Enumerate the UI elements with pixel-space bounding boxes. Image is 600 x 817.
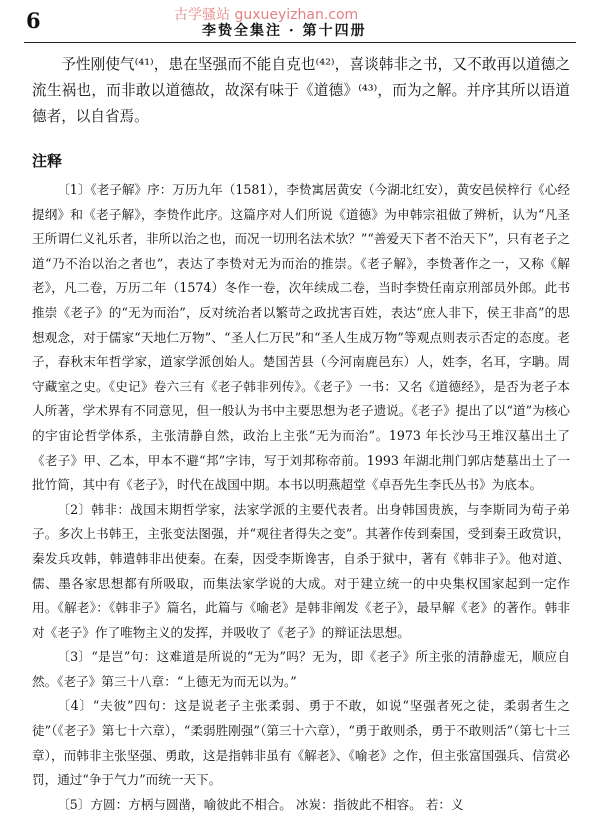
note-3: 〔3〕“是岂”句：这难道是所说的“无为”吗？无为，即《老子》所主张的清静虚无，顺应自然。《老子》第三十八章：“上德无为而无以为。” <box>32 649 570 689</box>
note-1: 〔1〕《老子解》序：万历九年（1581），李贽寓居黄安（今湖北红安），黄安邑侯梓行《心经提纲》和《老子解》，李贽作此序。这篇序对人们所说《道德》为申韩宗祖做了辨析，认为“凡圣王所谓仁义礼乐者，非所以治之也，而况一切刑名法术欤？”“善爱天下者不治天下”，只有老子之道“乃不治以治之者也”，表达了李贽对无为而治的推崇。《老子解》，李贽著作之一，又称《解老》，凡二卷，万历二年（1574）冬作一卷，次年续成二卷，当时李贽任南京刑部员外郎。此书推崇《老子》的“无为而治”，反对统治者以繁苛之政扰害百姓，表达“庶人非下，侯王非高”的思想观念，对于儒家“天地仁万物”、“圣人仁万民”和“圣人生成万物”等观点则表示否定的态度。老子，春秋末年哲学家，道家学派创始人。楚国苦县（今河南鹿邑东）人，姓李，名耳，字聃。周守藏室之史。《史记》卷六三有《老子韩非列传》。《老子》一书：又名《道德经》，是否为老子本人所著，学术界有不同意见，但一般认为书中主要思想为老子遗说。《老子》提出了以“道”为核心的宇宙论哲学体系，主张清静自然，政治上主张“无为而治”。1973 年长沙马王堆汉墓出土了《老子》甲、乙本，甲本不避“邦”字讳，写于刘邦称帝前。1993 年湖北荆门郭店楚墓出土了一批竹简，其中有《老子》，时代在战国中期。本书以明燕超堂《卓吾先生李氏丛书》为底本。 <box>32 182 570 493</box>
main-text-paragraph: 予性刚使气⁽⁴¹⁾，患在坚强而不能自克也⁽⁴²⁾，喜谈韩非之书，又不敢再以道德之流生祸也，而非敢以道德故，故深有味于《道德》⁽⁴³⁾，而为之解。并序其所以语道德者，以自省焉。 <box>32 56 570 125</box>
notes-heading: 注释 <box>32 152 63 170</box>
page-header <box>0 0 600 48</box>
running-title: 李贽全集注 · 第十四册 <box>202 23 367 39</box>
note-4: 〔4〕“夫彼”四句：这是说老子主张柔弱、勇于不敢，如说“坚强者死之徒，柔弱者生之徒”（《老子》第七十六章），“柔弱胜刚强”（第三十六章），“勇于敢则杀，勇于不敢则活”（第七十三章），而韩非主张坚强、勇敢，这是指韩非虽有《解老》、《喻老》之作，但主张富国强兵、信赏必罚，通过“争于气力”而统一天下。 <box>32 698 570 788</box>
note-5: 〔5〕方圆：方柄与圆凿，喻彼此不相合。 冰炭：指彼此不相容。 若：义 <box>57 796 464 812</box>
page-number: 6 <box>26 8 41 33</box>
notes-list <box>32 178 570 817</box>
site-watermark: 古学骚站 guxueyizhan.com <box>174 7 359 23</box>
note-2: 〔2〕韩非：战国末期哲学家，法家学派的主要代表者。出身韩国贵族，与李斯同为荀子弟子。多次上书韩王，主张变法图强，并“观往者得失之变”。其著作传到秦国，受到秦王政赏识，秦发兵攻韩，韩遣韩非出使秦。在秦，因受李斯谗害，自杀于狱中，著有《韩非子》。他对道、儒、墨各家思想都有所吸取，而集法家学说的大成。对于建立统一的中央集权国家起到一定作用。《解老》：《韩非子》篇名，此篇与《喻老》是韩非阐发《老子》，最早解《老》的著作。韩非对《老子》作了唯物主义的发挥，并吸收了《老子》的辩证法思想。 <box>32 501 570 640</box>
header-divider <box>24 42 576 43</box>
